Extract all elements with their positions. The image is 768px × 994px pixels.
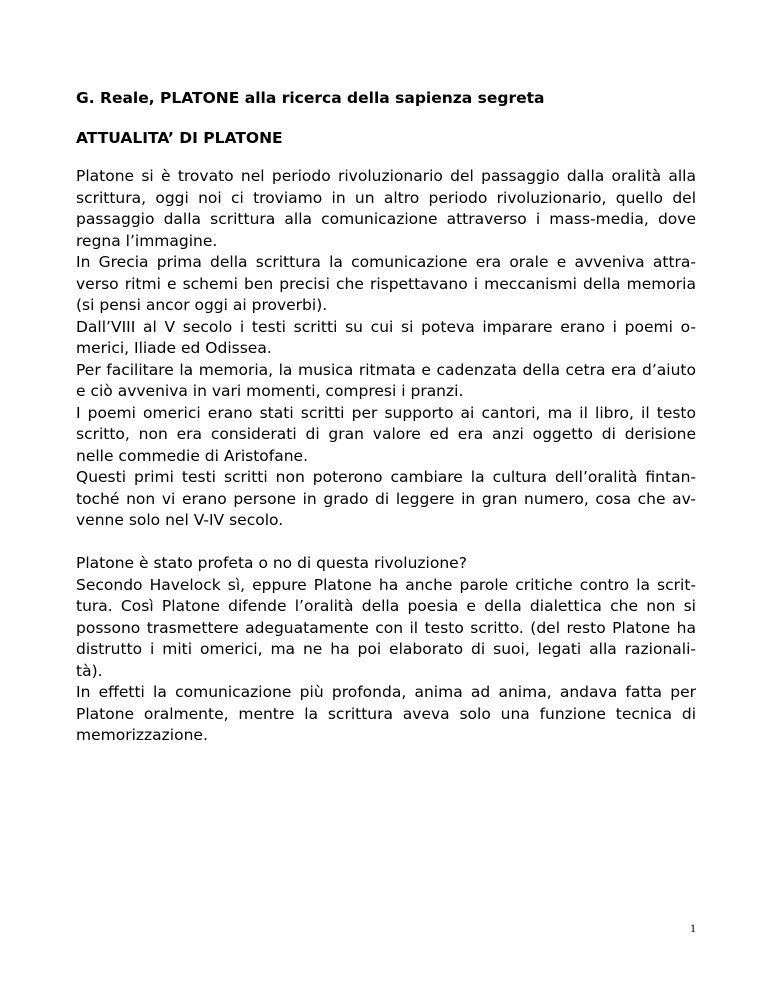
page-number: 1 [690,921,696,935]
text-line: In effetti la comunicazione più profonda, anima ad anima, andava fatta per [76,683,696,701]
text-line: In Grecia prima della scrittura la comunicazione era orale e avveniva attra- [76,253,696,271]
text-line: Platone si è trovato nel periodo rivoluzionario del passaggio dalla oralità alla [76,167,696,185]
text-line: tà). [76,661,103,680]
text-line: scrittura, oggi noi ci troviamo in un altro periodo rivoluzionario, quello del [76,188,696,207]
text-line: I poemi omerici erano stati scritti per supporto ai cantori, ma il libro, il testo [76,403,696,422]
text-line: possono trasmettere adeguatamente con il testo scritto. (del resto Platone ha [76,618,696,637]
text-line: e ciò avveniva in vari momenti, compresi i pranzi. [76,382,464,400]
body-text [76,166,696,747]
text-line: toché non vi erano persone in grado di leggere in gran numero, cosa che av- [76,489,696,508]
document-title: G. Reale, PLATONE alla ricerca della sapienza segreta [76,89,545,107]
text-line: Secondo Havelock sì, eppure Platone ha anche parole critiche contro la scrit- [76,575,696,594]
text-line: nelle commedie di Aristofane. [76,446,309,465]
paragraph-gap [76,532,696,554]
text-line: merici, Iliade ed Odissea. [76,339,272,357]
text-line: scritto, non era considerati di gran valore ed era anzi oggetto di derisione [76,425,696,443]
text-line: tura. Così Platone difende l’oralità della poesia e della dialettica che non si [76,597,696,615]
text-line: distrutto i miti omerici, ma ne ha poi elaborato di suoi, legati alla razionali- [76,640,696,658]
text-line: memorizzazione. [76,726,208,744]
text-line: passaggio dalla scrittura alla comunicazione attraverso i mass-media, dove [76,210,696,228]
text-line: Per facilitare la memoria, la musica ritmata e cadenzata della cetra era d’aiuto [76,360,696,379]
text-line: regna l’immagine. [76,231,218,250]
text-line: Dall’VIII al V secolo i testi scritti su cui si poteva imparare erano i poemi o- [76,317,696,336]
text-line: verso ritmi e schemi ben precisi che rispettavano i meccanismi della memoria [76,274,696,293]
text-line: Platone oralmente, mentre la scrittura aveva solo una funzione tecnica di [76,704,696,723]
text-line: (si pensi ancor oggi ai proverbi). [76,296,328,314]
text-line: venne solo nel V-IV secolo. [76,511,284,529]
section-heading: ATTUALITA’ DI PLATONE [76,129,283,147]
text-line: Questi primi testi scritti non poterono cambiare la cultura dell’oralità fintan- [76,468,696,486]
text-line: Platone è stato profeta o no di questa rivoluzione? [76,554,467,572]
